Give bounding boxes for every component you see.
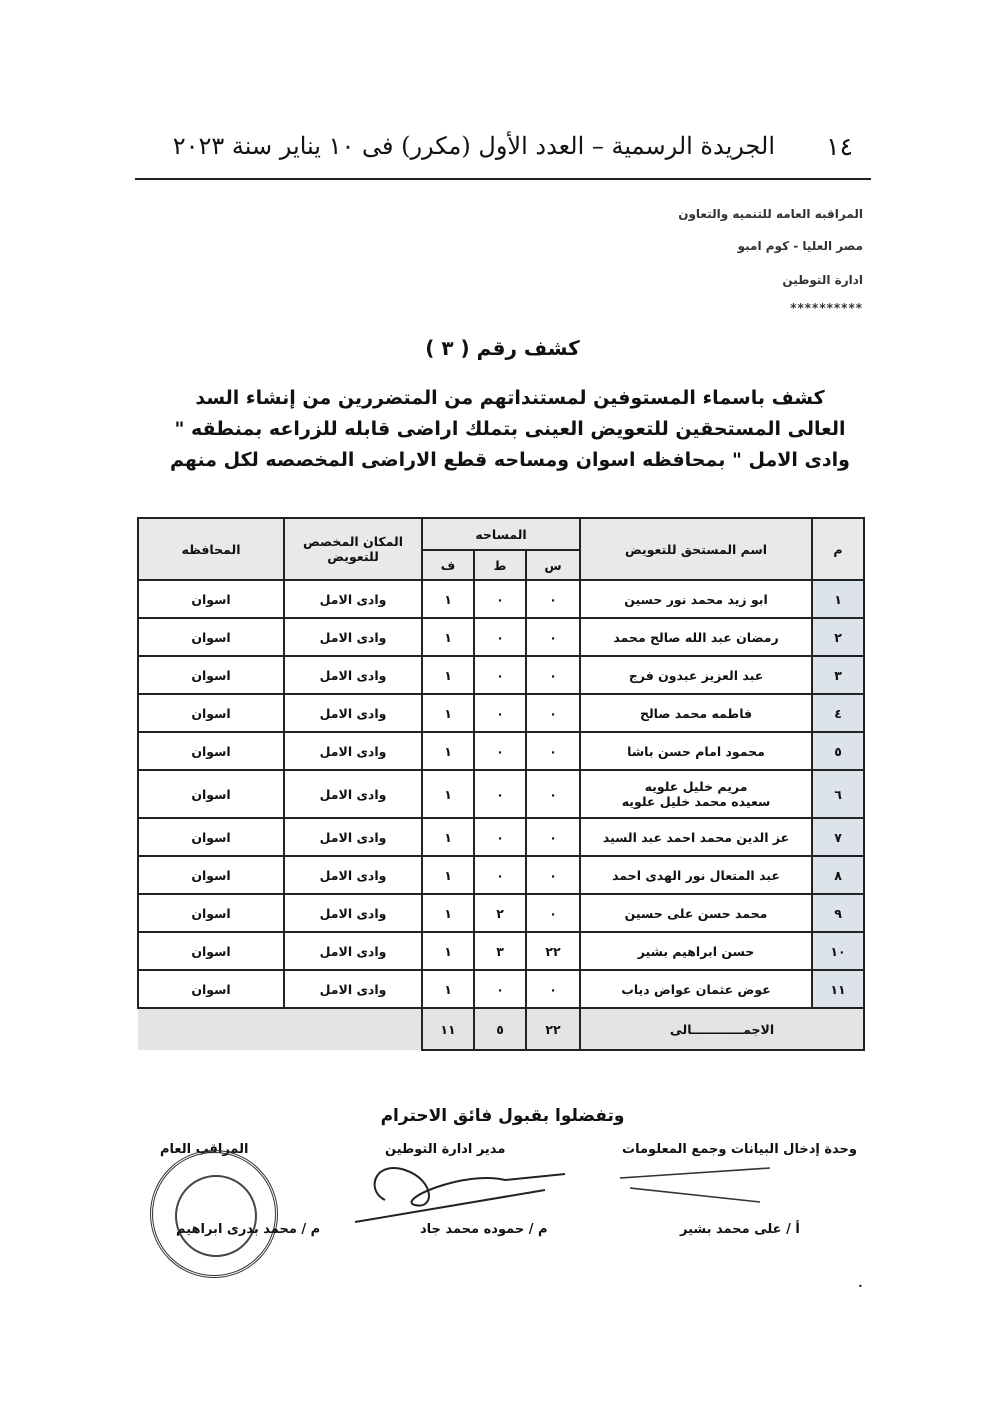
cell-area-sahm: ٠ <box>526 818 580 856</box>
cell-num: ٨ <box>812 856 864 894</box>
cell-name <box>580 932 812 970</box>
data-unit-signature <box>610 1158 780 1208</box>
cell-area-sahm: ٠ <box>526 770 580 818</box>
cell-place: وادى الامل <box>284 656 422 694</box>
cell-place: وادى الامل <box>284 770 422 818</box>
header-place: المكان المخصص للتعويض <box>284 518 422 580</box>
beneficiary-name: عبد العزيز عبدون فرج <box>628 667 764 683</box>
cell-name <box>580 694 812 732</box>
total-row <box>138 1008 864 1050</box>
general-supervisor-title: المراقب العام <box>160 1142 249 1157</box>
header-area-qirat: ط <box>474 550 526 580</box>
table-row <box>138 894 864 932</box>
cell-place: وادى الامل <box>284 732 422 770</box>
beneficiaries-table <box>137 517 865 1051</box>
beneficiary-name: محمد حسن على حسين <box>624 905 768 921</box>
cell-area-sahm: ٠ <box>526 856 580 894</box>
cell-area-feddan: ١ <box>422 894 474 932</box>
agency-separator: ********** <box>790 301 863 315</box>
cell-area-sahm: ٠ <box>526 580 580 618</box>
cell-area-sahm: ٠ <box>526 694 580 732</box>
beneficiary-name: عبد المتعال نور الهدى احمد <box>612 867 780 883</box>
beneficiary-name: عوض عثمان عواض دياب <box>621 981 771 997</box>
manager-title: مدير ادارة التوطين <box>385 1142 506 1157</box>
cell-num: ١ <box>812 580 864 618</box>
cell-area-sahm: ٠ <box>526 618 580 656</box>
total-qirat: ٥ <box>474 1008 526 1050</box>
cell-area-feddan: ١ <box>422 932 474 970</box>
cell-name <box>580 580 812 618</box>
cell-governorate: اسوان <box>138 932 284 970</box>
header-num: م <box>812 518 864 580</box>
cell-place: وادى الامل <box>284 694 422 732</box>
table-row <box>138 818 864 856</box>
cell-num: ١٠ <box>812 932 864 970</box>
cell-num: ٥ <box>812 732 864 770</box>
table-row <box>138 732 864 770</box>
beneficiary-name: حسن ابراهيم بشير <box>637 943 755 959</box>
cell-place: وادى الامل <box>284 856 422 894</box>
cell-area-feddan: ١ <box>422 770 474 818</box>
cell-name <box>580 856 812 894</box>
cell-governorate: اسوان <box>138 656 284 694</box>
cell-num: ١١ <box>812 970 864 1008</box>
cell-governorate: اسوان <box>138 894 284 932</box>
header-area-sahm: س <box>526 550 580 580</box>
cell-area-sahm: ٠ <box>526 656 580 694</box>
official-stamp <box>150 1150 278 1278</box>
cell-num: ٤ <box>812 694 864 732</box>
cell-area-qirat: ٠ <box>474 818 526 856</box>
cell-name <box>580 656 812 694</box>
table-row <box>138 656 864 694</box>
statement-description: كشف باسماء المستوفين لمستنداتهم من المتضررين من إنشاء السد العالى المستحقين للتعويض العينى بتملك اراضى قابله للزراعه بمنطقه " وادى الامل " بمحافظه اسوان ومساحه قطع الاراضى المخصصه لكل منهم <box>170 387 850 471</box>
total-label: الاجمــــــــــــالى <box>580 1008 864 1050</box>
agency-name: المراقبه العامه للتنميه والتعاون <box>678 207 863 221</box>
table-row <box>138 618 864 656</box>
cell-name <box>580 894 812 932</box>
table-row <box>138 694 864 732</box>
beneficiary-name-second: سعيده محمد خليل علويه <box>621 794 771 809</box>
cell-area-feddan: ١ <box>422 656 474 694</box>
cell-num: ٢ <box>812 618 864 656</box>
beneficiary-name: رمضان عبد الله صالح محمد <box>613 629 779 645</box>
page-number: ١٤ <box>826 132 853 161</box>
table-header-row <box>138 518 864 550</box>
cell-governorate: اسوان <box>138 732 284 770</box>
beneficiary-name: ابو زيد محمد نور حسين <box>624 591 768 607</box>
cell-area-feddan: ١ <box>422 818 474 856</box>
header-name: اسم المستحق للتعويض <box>580 518 812 580</box>
beneficiary-name: مريم خليل علويه <box>644 779 748 794</box>
table-row <box>138 580 864 618</box>
cell-area-qirat: ٠ <box>474 856 526 894</box>
table-row <box>138 770 864 818</box>
cell-area-qirat: ٠ <box>474 694 526 732</box>
footer-dot: • <box>858 1282 863 1291</box>
cell-governorate: اسوان <box>138 694 284 732</box>
statement-number: كشف رقم ( ٣ ) <box>425 336 580 360</box>
cell-area-qirat: ٠ <box>474 618 526 656</box>
cell-area-qirat: ٣ <box>474 932 526 970</box>
cell-area-sahm: ٠ <box>526 732 580 770</box>
general-supervisor-name: م / محمد بدرى ابراهيم <box>176 1222 321 1237</box>
cell-area-qirat: ٠ <box>474 580 526 618</box>
cell-area-feddan: ١ <box>422 580 474 618</box>
cell-area-feddan: ١ <box>422 732 474 770</box>
total-feddan: ١١ <box>422 1008 474 1050</box>
cell-area-sahm: ٢٢ <box>526 932 580 970</box>
cell-area-qirat: ٠ <box>474 656 526 694</box>
cell-name <box>580 818 812 856</box>
cell-num: ٦ <box>812 770 864 818</box>
cell-area-feddan: ١ <box>422 618 474 656</box>
header-area-feddan: ف <box>422 550 474 580</box>
data-unit-title: وحدة إدخال البيانات وجمع المعلومات <box>622 1142 857 1157</box>
cell-area-feddan: ١ <box>422 856 474 894</box>
cell-name <box>580 732 812 770</box>
beneficiary-name: محمود امام حسن باشا <box>627 743 765 759</box>
cell-place: وادى الامل <box>284 818 422 856</box>
header-area: المساحه <box>422 518 580 550</box>
table-body <box>138 580 864 1050</box>
cell-area-qirat: ٢ <box>474 894 526 932</box>
cell-area-sahm: ٠ <box>526 894 580 932</box>
cell-governorate: اسوان <box>138 970 284 1008</box>
cell-num: ٩ <box>812 894 864 932</box>
cell-name <box>580 970 812 1008</box>
beneficiary-name: فاطمه محمد صالح <box>639 705 753 721</box>
total-sahm: ٢٢ <box>526 1008 580 1050</box>
table-row <box>138 932 864 970</box>
cell-area-qirat: ٠ <box>474 970 526 1008</box>
cell-place: وادى الامل <box>284 580 422 618</box>
cell-governorate: اسوان <box>138 770 284 818</box>
cell-place: وادى الامل <box>284 894 422 932</box>
cell-place: وادى الامل <box>284 970 422 1008</box>
table-row <box>138 856 864 894</box>
cell-name <box>580 618 812 656</box>
beneficiary-name: عز الدين محمد احمد عبد السيد <box>602 829 790 845</box>
cell-area-sahm: ٠ <box>526 970 580 1008</box>
cell-governorate: اسوان <box>138 618 284 656</box>
cell-area-qirat: ٠ <box>474 770 526 818</box>
cell-place: وادى الامل <box>284 932 422 970</box>
cell-num: ٧ <box>812 818 864 856</box>
table-row <box>138 970 864 1008</box>
cell-governorate: اسوان <box>138 856 284 894</box>
total-blank <box>138 1008 422 1050</box>
cell-place: وادى الامل <box>284 618 422 656</box>
page-header <box>135 118 871 180</box>
data-unit-name: أ / على محمد بشير <box>680 1222 800 1237</box>
agency-location: مصر العليا - كوم امبو <box>737 239 863 253</box>
cell-area-feddan: ١ <box>422 970 474 1008</box>
cell-governorate: اسوان <box>138 818 284 856</box>
cell-area-feddan: ١ <box>422 694 474 732</box>
agency-department: ادارة التوطين <box>782 273 863 287</box>
cell-name <box>580 770 812 818</box>
manager-signature <box>345 1150 575 1230</box>
cell-num: ٣ <box>812 656 864 694</box>
gazette-title: الجريدة الرسمية – العدد الأول (مكرر) فى ١٠ يناير سنة ٢٠٢٣ <box>172 132 775 160</box>
closing-text: وتفضلوا بقبول فائق الاحترام <box>380 1106 625 1126</box>
cell-area-qirat: ٠ <box>474 732 526 770</box>
cell-governorate: اسوان <box>138 580 284 618</box>
manager-name: م / حموده محمد جاد <box>420 1222 548 1237</box>
header-governorate: المحافظه <box>138 518 284 580</box>
